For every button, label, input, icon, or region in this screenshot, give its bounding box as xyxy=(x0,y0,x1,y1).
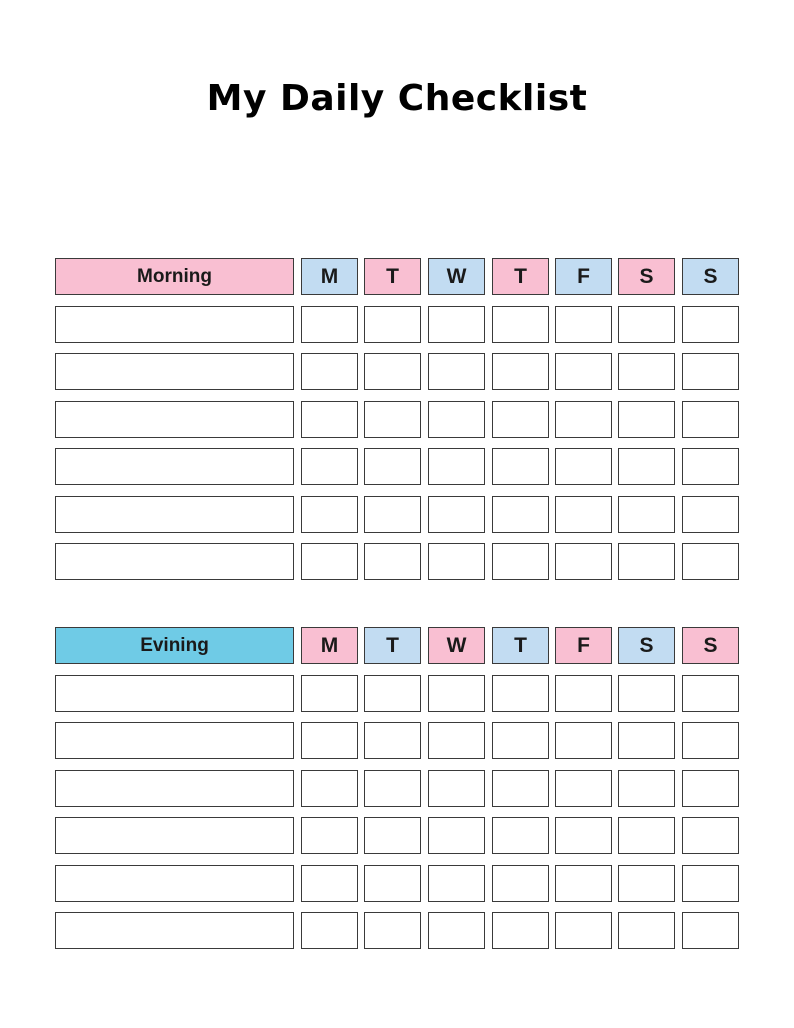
day-checkbox[interactable] xyxy=(682,306,739,343)
day-checkbox[interactable] xyxy=(618,496,675,533)
morning-task-row xyxy=(55,543,739,580)
day-checkbox[interactable] xyxy=(301,306,358,343)
day-checkbox[interactable] xyxy=(428,401,485,438)
day-checkbox[interactable] xyxy=(618,448,675,485)
day-checkbox[interactable] xyxy=(301,543,358,580)
task-name-field[interactable] xyxy=(55,770,294,807)
day-checkbox[interactable] xyxy=(555,543,612,580)
page-title: My Daily Checklist xyxy=(206,78,588,119)
morning-task-row xyxy=(55,306,739,343)
evening-task-row xyxy=(55,770,739,807)
day-checkbox[interactable] xyxy=(618,722,675,759)
day-checkbox[interactable] xyxy=(428,496,485,533)
day-checkbox[interactable] xyxy=(364,912,421,949)
day-checkbox[interactable] xyxy=(555,675,612,712)
day-checkbox[interactable] xyxy=(555,401,612,438)
day-checkbox[interactable] xyxy=(301,912,358,949)
day-checkbox[interactable] xyxy=(301,722,358,759)
day-checkbox[interactable] xyxy=(555,448,612,485)
morning-task-row xyxy=(55,448,739,485)
day-checkbox[interactable] xyxy=(364,770,421,807)
task-name-field[interactable] xyxy=(55,912,294,949)
day-checkbox[interactable] xyxy=(618,770,675,807)
morning-header-row xyxy=(55,258,739,295)
task-name-field[interactable] xyxy=(55,401,294,438)
evening-task-row xyxy=(55,722,739,759)
day-checkbox[interactable] xyxy=(618,353,675,390)
day-checkbox[interactable] xyxy=(428,448,485,485)
day-checkbox[interactable] xyxy=(364,448,421,485)
task-name-field[interactable] xyxy=(55,353,294,390)
day-checkbox[interactable] xyxy=(682,543,739,580)
morning-checklist xyxy=(55,258,739,591)
task-name-field[interactable] xyxy=(55,722,294,759)
morning-day-header: T xyxy=(364,258,421,295)
day-checkbox[interactable] xyxy=(428,817,485,854)
day-checkbox[interactable] xyxy=(555,306,612,343)
day-checkbox[interactable] xyxy=(428,722,485,759)
day-checkbox[interactable] xyxy=(682,401,739,438)
day-checkbox[interactable] xyxy=(682,817,739,854)
morning-day-header: W xyxy=(428,258,485,295)
day-checkbox[interactable] xyxy=(428,865,485,902)
day-checkbox[interactable] xyxy=(682,770,739,807)
evening-day-header: S xyxy=(618,627,675,664)
day-checkbox[interactable] xyxy=(492,675,549,712)
day-checkbox[interactable] xyxy=(682,865,739,902)
day-checkbox[interactable] xyxy=(492,353,549,390)
day-checkbox[interactable] xyxy=(301,817,358,854)
task-name-field[interactable] xyxy=(55,543,294,580)
task-name-field[interactable] xyxy=(55,496,294,533)
day-checkbox[interactable] xyxy=(364,543,421,580)
morning-task-row xyxy=(55,496,739,533)
day-checkbox[interactable] xyxy=(555,817,612,854)
day-checkbox[interactable] xyxy=(492,448,549,485)
day-checkbox[interactable] xyxy=(492,543,549,580)
morning-day-header: S xyxy=(682,258,739,295)
task-name-field[interactable] xyxy=(55,448,294,485)
evening-day-header: M xyxy=(301,627,358,664)
day-checkbox[interactable] xyxy=(555,722,612,759)
day-checkbox[interactable] xyxy=(428,675,485,712)
evening-task-row xyxy=(55,865,739,902)
morning-day-header: T xyxy=(492,258,549,295)
morning-task-row xyxy=(55,353,739,390)
day-checkbox[interactable] xyxy=(428,912,485,949)
day-checkbox[interactable] xyxy=(682,353,739,390)
day-checkbox[interactable] xyxy=(301,865,358,902)
day-checkbox[interactable] xyxy=(364,675,421,712)
day-checkbox[interactable] xyxy=(492,817,549,854)
day-checkbox[interactable] xyxy=(364,496,421,533)
evening-header-row xyxy=(55,627,739,664)
day-checkbox[interactable] xyxy=(555,865,612,902)
task-name-field[interactable] xyxy=(55,865,294,902)
evening-day-header: T xyxy=(492,627,549,664)
day-checkbox[interactable] xyxy=(364,865,421,902)
day-checkbox[interactable] xyxy=(682,448,739,485)
day-checkbox[interactable] xyxy=(555,912,612,949)
evening-section-label: Evining xyxy=(55,627,294,664)
day-checkbox[interactable] xyxy=(301,675,358,712)
task-name-field[interactable] xyxy=(55,817,294,854)
day-checkbox[interactable] xyxy=(301,770,358,807)
morning-task-row xyxy=(55,401,739,438)
evening-task-row xyxy=(55,912,739,949)
morning-day-header: M xyxy=(301,258,358,295)
evening-day-header: F xyxy=(555,627,612,664)
evening-task-row xyxy=(55,675,739,712)
day-checkbox[interactable] xyxy=(428,770,485,807)
day-checkbox[interactable] xyxy=(555,353,612,390)
morning-day-header: F xyxy=(555,258,612,295)
evening-task-row xyxy=(55,817,739,854)
day-checkbox[interactable] xyxy=(682,912,739,949)
day-checkbox[interactable] xyxy=(555,770,612,807)
day-checkbox[interactable] xyxy=(301,401,358,438)
task-name-field[interactable] xyxy=(55,675,294,712)
day-checkbox[interactable] xyxy=(682,722,739,759)
day-checkbox[interactable] xyxy=(428,353,485,390)
day-checkbox[interactable] xyxy=(682,496,739,533)
day-checkbox[interactable] xyxy=(364,817,421,854)
day-checkbox[interactable] xyxy=(492,770,549,807)
day-checkbox[interactable] xyxy=(682,675,739,712)
evening-checklist xyxy=(55,627,739,960)
day-checkbox[interactable] xyxy=(301,496,358,533)
day-checkbox[interactable] xyxy=(618,675,675,712)
day-checkbox[interactable] xyxy=(492,865,549,902)
day-checkbox[interactable] xyxy=(428,543,485,580)
day-checkbox[interactable] xyxy=(492,306,549,343)
day-checkbox[interactable] xyxy=(492,722,549,759)
day-checkbox[interactable] xyxy=(618,306,675,343)
day-checkbox[interactable] xyxy=(618,401,675,438)
evening-day-header: W xyxy=(428,627,485,664)
day-checkbox[interactable] xyxy=(492,496,549,533)
day-checkbox[interactable] xyxy=(428,306,485,343)
day-checkbox[interactable] xyxy=(618,543,675,580)
evening-day-header: S xyxy=(682,627,739,664)
day-checkbox[interactable] xyxy=(618,865,675,902)
day-checkbox[interactable] xyxy=(492,912,549,949)
morning-section-label: Morning xyxy=(55,258,294,295)
day-checkbox[interactable] xyxy=(364,401,421,438)
day-checkbox[interactable] xyxy=(364,306,421,343)
day-checkbox[interactable] xyxy=(301,353,358,390)
day-checkbox[interactable] xyxy=(364,722,421,759)
task-name-field[interactable] xyxy=(55,306,294,343)
day-checkbox[interactable] xyxy=(618,912,675,949)
day-checkbox[interactable] xyxy=(301,448,358,485)
day-checkbox[interactable] xyxy=(555,496,612,533)
evening-day-header: T xyxy=(364,627,421,664)
morning-day-header: S xyxy=(618,258,675,295)
day-checkbox[interactable] xyxy=(364,353,421,390)
day-checkbox[interactable] xyxy=(618,817,675,854)
day-checkbox[interactable] xyxy=(492,401,549,438)
